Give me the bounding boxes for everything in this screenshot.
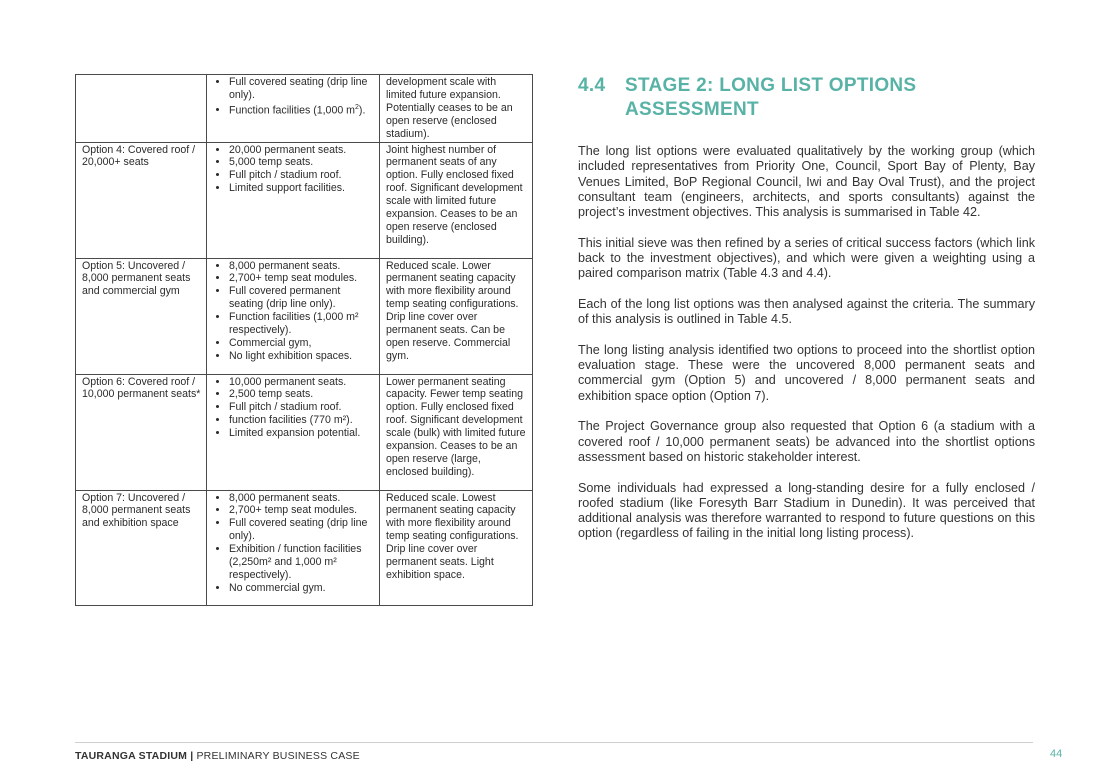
- feature-item: • 2,500 temp seats.: [229, 388, 374, 401]
- body-paragraph: The long list options were evaluated qualitatively by the working group (which included representatives from Priority One, Council, Sport Bay of Plenty, Bay Venues Limited, BoP Regional Council, Iwi and Bay Oval Trust), and the project consultant team (engineers, architects, and sports consultants) against the project’s investment objectives. This analysis is summarised in Table 42.: [578, 144, 1035, 220]
- footer-divider: [75, 742, 1033, 743]
- body-paragraph: This initial sieve was then refined by a series of critical success factors (which link back to the investment objectives), and which were given a weighting using a paired comparison matrix (Table 4.3 and 4.4).: [578, 235, 1035, 281]
- feature-item: • 2,700+ temp seat modules.: [229, 272, 374, 285]
- feature-item: • function facilities (770 m²).: [229, 414, 374, 427]
- features-list: [213, 144, 374, 196]
- feature-item: • 8,000 permanent seats.: [229, 492, 374, 505]
- feature-item: • 20,000 permanent seats.: [229, 144, 374, 157]
- feature-item: • No commercial gym.: [229, 582, 374, 595]
- features-list: [213, 260, 374, 363]
- body-paragraph: The long listing analysis identified two options to proceed into the shortlist option evaluation stage. These were the uncovered 8,000 permanent seats and commercial gym (Option 5) and uncovered / 8,000 permanent seats and exhibition space option (Option 7).: [578, 342, 1035, 403]
- features-cell: [207, 142, 380, 258]
- body-paragraph: Some individuals had expressed a long-standing desire for a fully enclosed / roofed stadium (like Foresyth Barr Stadium in Dunedin). It was perceived that additional analysis was therefore warranted to respond to future questions on this option (regardless of failing in the initial long listing process).: [578, 480, 1035, 541]
- feature-item: • Function facilities (1,000 $m^2$).: [229, 102, 374, 117]
- options-table: [75, 74, 533, 606]
- features-list: [213, 492, 374, 595]
- table-row: [76, 142, 533, 258]
- option-cell: Option 6: Covered roof / 10,000 permanent seats*: [76, 374, 207, 490]
- assessment-cell: development scale with limited future expansion. Potentially ceases to be an open reserve (enclosed stadium).: [380, 75, 533, 143]
- features-list: [213, 376, 374, 441]
- features-cell: [207, 490, 380, 605]
- feature-item: • Full covered permanent seating (drip line only).: [229, 285, 374, 311]
- feature-item: • Full pitch / stadium roof.: [229, 401, 374, 414]
- feature-item: • Commercial gym,: [229, 337, 374, 350]
- feature-item: • Function facilities (1,000 m² respectively).: [229, 311, 374, 337]
- assessment-cell: Lower permanent seating capacity. Fewer temp seating option. Fully enclosed fixed roof. Significant development scale (bulk) with limited future expansion. Ceases to be an open reserve (large, enclosed building).: [380, 374, 533, 490]
- footer-doc-subtitle: PRELIMINARY BUSINESS CASE: [196, 750, 360, 762]
- option-cell: Option 4: Covered roof / 20,000+ seats: [76, 142, 207, 258]
- features-cell: [207, 374, 380, 490]
- feature-item: • 8,000 permanent seats.: [229, 260, 374, 273]
- feature-item: • 10,000 permanent seats.: [229, 376, 374, 389]
- assessment-cell: Reduced scale. Lower permanent seating capacity with more flexibility around temp seating configurations. Drip line cover over permanent seats. Can be open reserve. Commercial gym.: [380, 258, 533, 374]
- option-cell: Option 7: Uncovered / 8,000 permanent seats and exhibition space: [76, 490, 207, 605]
- option-cell: Option 5: Uncovered / 8,000 permanent seats and commercial gym: [76, 258, 207, 374]
- feature-item: • Full covered seating (drip line only).: [229, 76, 374, 102]
- feature-item: • 5,000 temp seats.: [229, 156, 374, 169]
- assessment-cell: Joint highest number of permanent seats of any option. Fully enclosed fixed roof. Significant development scale with limited future expansion. Ceases to be an open reserve (enclosed building).: [380, 142, 533, 258]
- assessment-cell: Reduced scale. Lowest permanent seating capacity with more flexibility around temp seating configurations. Drip line cover over permanent seats. Light exhibition space.: [380, 490, 533, 605]
- features-list: [213, 76, 374, 117]
- features-cell: [207, 75, 380, 143]
- table-row: [76, 258, 533, 374]
- feature-item: • Limited expansion potential.: [229, 427, 374, 440]
- section-number: 4.4: [578, 75, 606, 96]
- footer: [75, 750, 360, 762]
- section-body: [578, 144, 1035, 557]
- feature-item: • No light exhibition spaces.: [229, 350, 374, 363]
- section-title: STAGE 2: LONG LIST OPTIONS ASSESSMENT: [625, 75, 917, 120]
- table-row: [76, 374, 533, 490]
- body-paragraph: The Project Governance group also requested that Option 6 (a stadium with a covered roof / 10,000 permanent seats) be advanced into the shortlist options assessment based on historic stakeholder interest.: [578, 419, 1035, 464]
- page-number: 44: [1050, 748, 1063, 760]
- footer-doc-title: TAURANGA STADIUM |: [75, 750, 194, 762]
- feature-item: • Limited support facilities.: [229, 182, 374, 195]
- body-paragraph: Each of the long list options was then analysed against the criteria. The summary of this analysis is outlined in Table 4.5.: [578, 296, 1035, 327]
- option-cell: [76, 75, 207, 143]
- feature-item: • 2,700+ temp seat modules.: [229, 504, 374, 517]
- table-row: [76, 75, 533, 143]
- feature-item: • Exhibition / function facilities (2,250m² and 1,000 m² respectively).: [229, 543, 374, 582]
- feature-item: • Full covered seating (drip line only).: [229, 517, 374, 543]
- features-cell: [207, 258, 380, 374]
- feature-item: • Full pitch / stadium roof.: [229, 169, 374, 182]
- table-row: [76, 490, 533, 605]
